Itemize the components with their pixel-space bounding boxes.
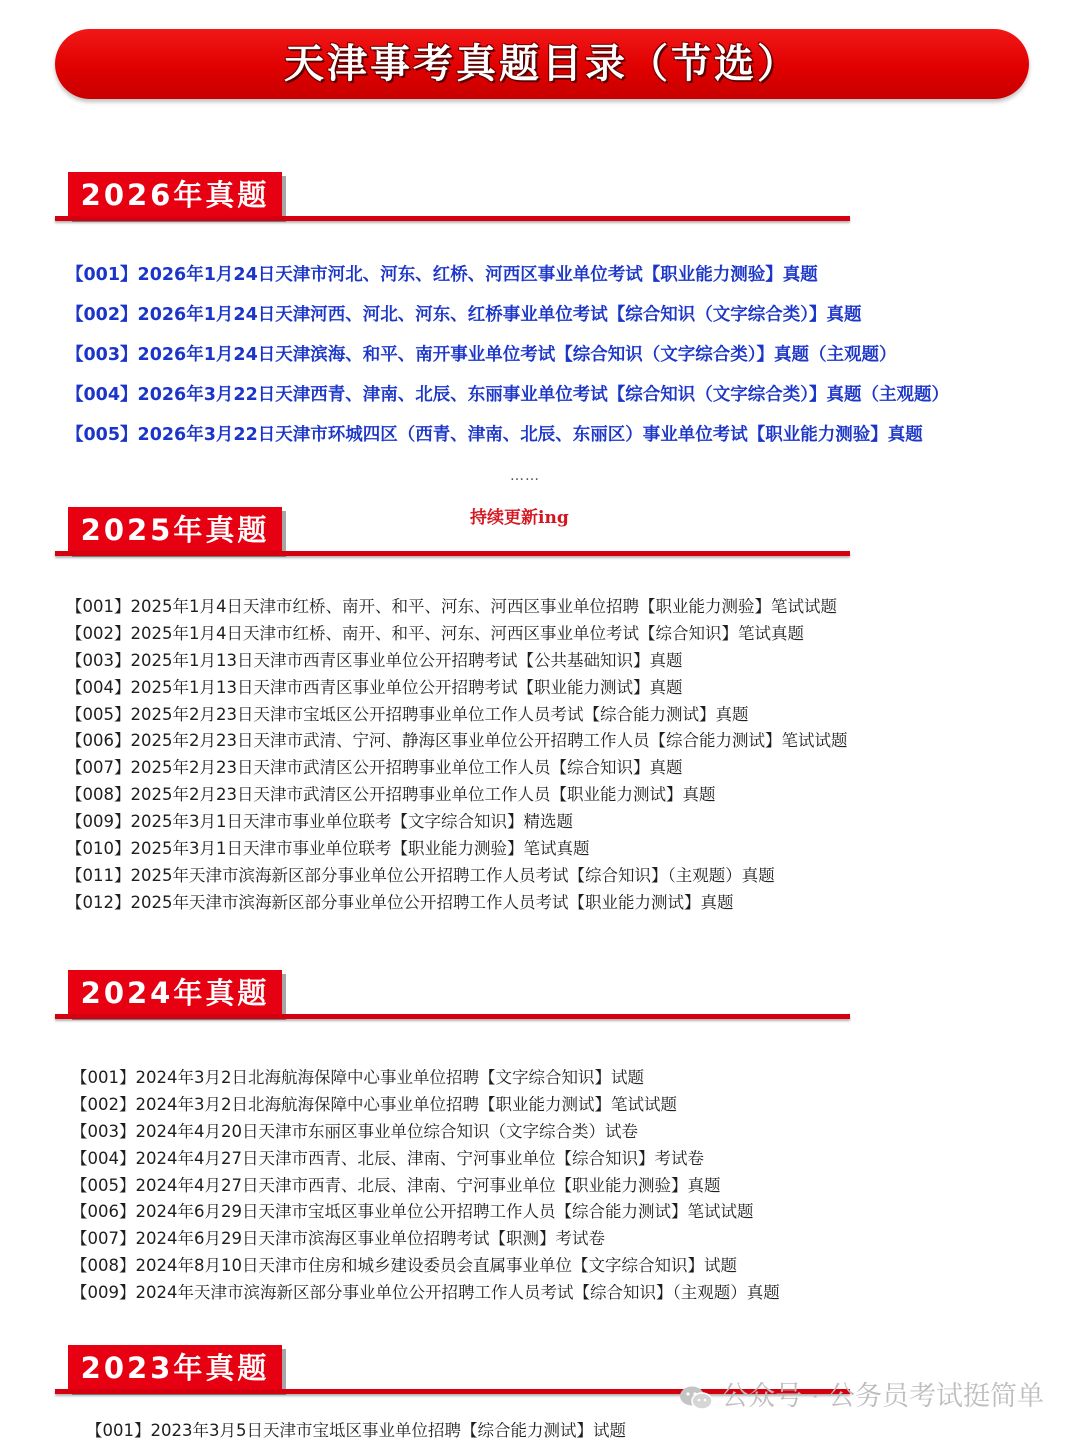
list-item[interactable]: 【002】2026年1月24日天津河西、河北、河东、红桥事业单位考试【综合知识（文字综合类）】真题: [66, 305, 862, 325]
list-item[interactable]: 【002】2025年1月4日天津市红桥、南开、和平、河东、河西区事业单位考试【综合知识】笔试真题: [66, 623, 804, 643]
list-item[interactable]: 【004】2026年3月22日天津西青、津南、北辰、东丽事业单位考试【综合知识（文字综合类）】真题（主观题）: [66, 385, 950, 405]
list-item[interactable]: 【003】2025年1月13日天津市西青区事业单位公开招聘考试【公共基础知识】真题: [66, 650, 683, 670]
list-2023: [86, 1418, 1080, 1445]
list-item[interactable]: 【010】2025年3月1日天津市事业单位联考【职业能力测验】笔试真题: [66, 839, 590, 859]
section-label: 2023年真题: [68, 1345, 282, 1391]
list-item[interactable]: 【006】2025年2月23日天津市武清、宁河、静海区事业单位公开招聘工作人员【综合能力测试】笔试试题: [66, 731, 848, 751]
watermark-text: 公众号 · 公务员考试挺简单: [721, 1381, 1044, 1412]
list-2025: [66, 594, 1066, 917]
page-title: 天津事考真题目录（节选）: [284, 41, 800, 87]
list-item[interactable]: 【004】2024年4月27日天津市西青、北辰、津南、宁河事业单位【综合知识】考试卷: [71, 1148, 704, 1168]
list-item[interactable]: 【001】2026年1月24日天津市河北、河东、红桥、河西区事业单位考试【职业能力测验】真题: [66, 265, 818, 285]
section-label: 2026年真题: [68, 172, 282, 218]
list-2024: [71, 1065, 1071, 1307]
wechat-icon: [679, 1385, 713, 1411]
section-divider: [55, 216, 850, 221]
list-item[interactable]: 【003】2024年4月20日天津市东丽区事业单位综合知识（文字综合类）试卷: [71, 1121, 638, 1141]
title-banner: [55, 29, 1029, 99]
list-item[interactable]: 【005】2026年3月22日天津市环城四区（西青、津南、北辰、东丽区）事业单位考试【职业能力测验】真题: [66, 425, 923, 445]
list-item[interactable]: 【005】2024年4月27日天津市西青、北辰、津南、宁河事业单位【职业能力测验】真题: [71, 1175, 721, 1195]
section-divider: [55, 551, 850, 556]
list-item[interactable]: 【004】2025年1月13日天津市西青区事业单位公开招聘考试【职业能力测试】真题: [66, 677, 683, 697]
list-2026: [66, 255, 1066, 455]
list-item[interactable]: 【006】2024年6月29日天津市宝坻区事业单位公开招聘工作人员【综合能力测试】笔试试题: [71, 1202, 754, 1222]
list-item[interactable]: 【003】2026年1月24日天津滨海、和平、南开事业单位考试【综合知识（文字综合类）】真题（主观题）: [66, 345, 897, 365]
ellipsis: ……: [510, 468, 540, 484]
list-item[interactable]: 【001】2023年3月5日天津市宝坻区事业单位招聘【综合能力测试】试题: [86, 1421, 626, 1440]
section-label: 2024年真题: [68, 970, 282, 1016]
list-item[interactable]: 【001】2024年3月2日北海航海保障中心事业单位招聘【文字综合知识】试题: [71, 1068, 644, 1087]
list-item[interactable]: 【007】2024年6月29日天津市滨海区事业单位招聘考试【职测】考试卷: [71, 1229, 605, 1249]
list-item[interactable]: 【011】2025年天津市滨海新区部分事业单位公开招聘工作人员考试【综合知识】（主观题）真题: [66, 865, 775, 885]
list-item[interactable]: 【009】2025年3月1日天津市事业单位联考【文字综合知识】精选题: [66, 812, 573, 832]
list-item[interactable]: 【005】2025年2月23日天津市宝坻区公开招聘事业单位工作人员考试【综合能力测试】真题: [66, 704, 749, 724]
list-item[interactable]: 【012】2025年天津市滨海新区部分事业单位公开招聘工作人员考试【职业能力测试】真题: [66, 892, 734, 912]
list-item[interactable]: 【007】2025年2月23日天津市武清区公开招聘事业单位工作人员【综合知识】真题: [66, 758, 683, 778]
list-item[interactable]: 【008】2025年2月23日天津市武清区公开招聘事业单位工作人员【职业能力测试】真题: [66, 785, 716, 805]
list-item[interactable]: 【008】2024年8月10日天津市住房和城乡建设委员会直属事业单位【文字综合知识】试题: [71, 1256, 737, 1276]
updating-note: 持续更新ing: [470, 508, 569, 528]
section-label: 2025年真题: [68, 507, 282, 553]
watermark: [679, 1378, 1044, 1416]
section-divider: [55, 1014, 850, 1019]
list-item[interactable]: 【002】2024年3月2日北海航海保障中心事业单位招聘【职业能力测试】笔试试题: [71, 1094, 677, 1114]
list-item[interactable]: 【009】2024年天津市滨海新区部分事业单位公开招聘工作人员考试【综合知识】（主观题）真题: [71, 1283, 780, 1303]
list-item[interactable]: 【001】2025年1月4日天津市红桥、南开、和平、河东、河西区事业单位招聘【职业能力测验】笔试试题: [66, 597, 837, 616]
